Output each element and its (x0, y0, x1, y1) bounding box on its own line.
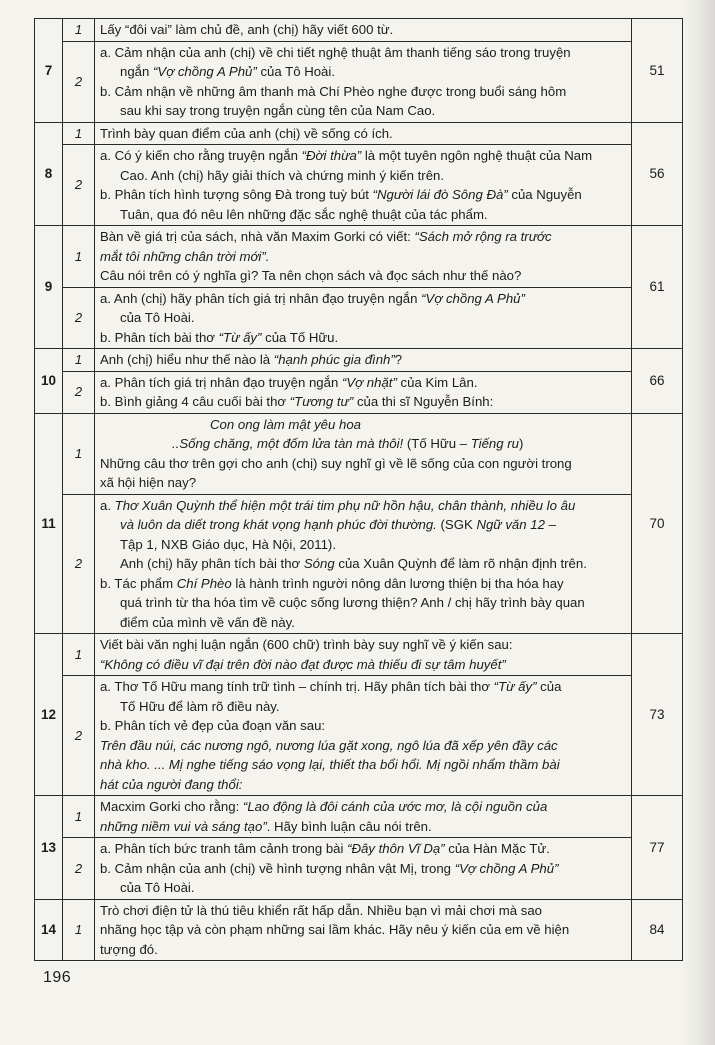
part-content: Lấy “đôi vai” làm chủ đề, anh (chị) hãy viết 600 từ. (95, 19, 632, 42)
page-edge-shadow (681, 0, 715, 1045)
part-label: 2 (63, 838, 95, 900)
topic-number: 7 (35, 19, 63, 123)
part-content: a. Phân tích bức tranh tâm cảnh trong bài “Đây thôn Vĩ Dạ” của Hàn Mặc Tử. b. Cảm nhận của anh (chị) về hình tượng nhân vật Mị, trong “Vợ chồng A Phủ” của Tô Hoài. (95, 838, 632, 900)
part-content: Trò chơi điện tử là thú tiêu khiển rất hấp dẫn. Nhiều bạn vì mải chơi mà sao nhãng học tập và còn phạm những sai lầm khác. Hãy nêu ý kiến của em về hiện tượng đó. (95, 899, 632, 961)
part-label: 1 (63, 413, 95, 494)
table-row (35, 41, 683, 122)
table-row (35, 19, 683, 42)
topic-number: 12 (35, 634, 63, 796)
part-content: Trình bày quan điểm của anh (chị) về sống có ích. (95, 122, 632, 145)
part-label: 1 (63, 349, 95, 372)
topic-number: 13 (35, 796, 63, 900)
part-label: 2 (63, 494, 95, 634)
topic-number: 10 (35, 349, 63, 414)
table-row (35, 145, 683, 226)
page-ref: 56 (632, 122, 683, 226)
page-ref: 77 (632, 796, 683, 900)
table-row (35, 899, 683, 961)
topic-number: 14 (35, 899, 63, 961)
page-number: 196 (43, 969, 72, 986)
part-label: 2 (63, 371, 95, 413)
part-content: a. Thơ Xuân Quỳnh thể hiện một trái tim phụ nữ hồn hậu, chân thành, nhiều lo âu và luôn da diết trong khát vọng hạnh phúc đời thường. (SGK Ngữ văn 12 – Tập 1, NXB Giáo dục, Hà Nội, 2011). Anh (chị) hãy phân tích bài thơ Sóng của Xuân Quỳnh để làm rõ nhận định trên. b. Tác phẩm Chí Phèo là hành trình người nông dân lương thiện bị tha hóa hay quá trình từ tha hóa tìm về cuộc sống lương thiện? Anh / chị hãy trình bày quan điểm của mình về vấn đề này. (95, 494, 632, 634)
exam-topics-table (34, 18, 683, 961)
part-label: 2 (63, 676, 95, 796)
part-label: 1 (63, 796, 95, 838)
part-label: 1 (63, 19, 95, 42)
part-label: 2 (63, 41, 95, 122)
table-row (35, 413, 683, 494)
part-label: 2 (63, 145, 95, 226)
part-content: a. Thơ Tố Hữu mang tính trữ tình – chính trị. Hãy phân tích bài thơ “Từ ấy” của Tố Hữu để làm rõ điều này. b. Phân tích vẻ đẹp của đoạn văn sau: Trên đầu núi, các nương ngô, nương lúa gặt xong, ngô lúa đã xếp yên đầy các nhà kho. ... Mị nghe tiếng sáo vọng lại, thiết tha bổi hổi. Mị ngồi nhẩm thầm bài hát của người đang thổi: (95, 676, 632, 796)
part-content: a. Có ý kiến cho rằng truyện ngắn “Đời thừa” là một tuyên ngôn nghệ thuật của Nam Cao. Anh (chị) hãy giải thích và chứng minh ý kiến trên. b. Phân tích hình tượng sông Đà trong tuỳ bút “Người lái đò Sông Đà” của Nguyễn Tuân, qua đó nêu lên những đặc sắc nghệ thuật của tác phẩm. (95, 145, 632, 226)
page-ref: 66 (632, 349, 683, 414)
page-ref: 73 (632, 634, 683, 796)
part-content: a. Anh (chị) hãy phân tích giá trị nhân đạo truyện ngắn “Vợ chồng A Phủ” của Tô Hoài. b. Phân tích bài thơ “Từ ấy” của Tố Hữu. (95, 287, 632, 349)
part-content: Bàn về giá trị của sách, nhà văn Maxim Gorki có viết: “Sách mở rộng ra trước mắt tôi những chân trời mới”. Câu nói trên có ý nghĩa gì? Ta nên chọn sách và đọc sách như thế nào? (95, 226, 632, 288)
part-label: 1 (63, 226, 95, 288)
part-content: a. Phân tích giá trị nhân đạo truyện ngắn “Vợ nhặt” của Kim Lân. b. Bình giảng 4 câu cuối bài thơ “Tương tư” của thi sĩ Nguyễn Bính: (95, 371, 632, 413)
part-label: 1 (63, 899, 95, 961)
page-ref: 51 (632, 19, 683, 123)
part-content: Viết bài văn nghị luận ngắn (600 chữ) trình bày suy nghĩ về ý kiến sau: “Không có điều vĩ đại trên đời nào đạt được mà thiếu đi sự tâm huyết” (95, 634, 632, 676)
table-row (35, 226, 683, 288)
topic-number: 8 (35, 122, 63, 226)
part-content: Con ong làm mật yêu hoa ..Sống chăng, một đốm lửa tàn mà thôi! (Tố Hữu – Tiếng ru) Những câu thơ trên gợi cho anh (chị) suy nghĩ gì về lẽ sống của con người trong xã hội hiện nay? (95, 413, 632, 494)
table-row (35, 494, 683, 634)
part-label: 1 (63, 634, 95, 676)
part-content: Anh (chị) hiểu như thế nào là “hạnh phúc gia đình”? (95, 349, 632, 372)
table-row (35, 122, 683, 145)
table-row (35, 634, 683, 676)
page-ref: 61 (632, 226, 683, 349)
page-ref: 70 (632, 413, 683, 634)
table-row (35, 838, 683, 900)
part-label: 1 (63, 122, 95, 145)
part-label: 2 (63, 287, 95, 349)
part-content: a. Cảm nhận của anh (chị) về chi tiết nghệ thuật âm thanh tiếng sáo trong truyện ngắn “Vợ chồng A Phủ” của Tô Hoài. b. Cảm nhận về những âm thanh mà Chí Phèo nghe được trong buổi sáng hôm sau khi say trong truyện ngắn cùng tên của Nam Cao. (95, 41, 632, 122)
topic-number: 11 (35, 413, 63, 634)
topic-number: 9 (35, 226, 63, 349)
part-content: Macxim Gorki cho rằng: “Lao động là đôi cánh của ước mơ, là cội nguồn của những niềm vui và sáng tạo”. Hãy bình luận câu nói trên. (95, 796, 632, 838)
table-row (35, 287, 683, 349)
table-row (35, 349, 683, 372)
table-row (35, 676, 683, 796)
table-row (35, 371, 683, 413)
table-row (35, 796, 683, 838)
page-ref: 84 (632, 899, 683, 961)
